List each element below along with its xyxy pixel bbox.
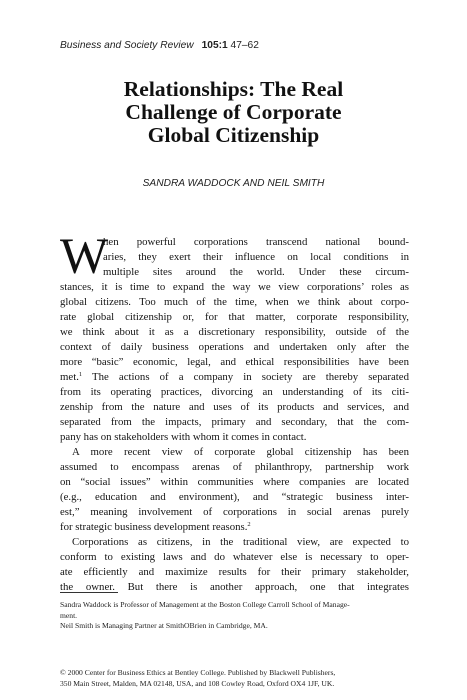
drop-cap: W bbox=[60, 229, 109, 285]
body-line: est,” meaning involvement of corporations in social arenas purely bbox=[60, 506, 409, 518]
body-line: Corporations as citizens, in the traditional view, are expected to bbox=[72, 536, 409, 548]
body-line: global citizens. Too much of the time, when we think about corpo- bbox=[60, 296, 409, 308]
body-line: rate global citizenship or, for that matter, corporate responsibility, bbox=[60, 311, 409, 323]
author-notes bbox=[60, 600, 415, 632]
running-header bbox=[60, 40, 420, 51]
body-line: assumed to encompass arenas of philanthropy, partnership work bbox=[60, 461, 409, 473]
body-line: the owner. But there is another approach, one that integrates bbox=[60, 581, 409, 593]
body-text: for strategic business development reasons. bbox=[60, 521, 248, 533]
body-text: The actions of a company in society are thereby separated bbox=[82, 371, 409, 383]
body-line: stances, it is time to expand the way we view corporations’ roles as bbox=[60, 281, 409, 293]
title-line: Challenge of Corporate bbox=[125, 100, 342, 124]
journal-name: Business and Society Review bbox=[60, 40, 194, 51]
footnote-marker[interactable]: 1 bbox=[78, 371, 83, 378]
body-line: more “basic” economic, legal, and ethical responsibilities have been bbox=[60, 356, 409, 368]
copyright-line: © 2000 Center for Business Ethics at Bentley College. Published by Blackwell Publishers, bbox=[60, 668, 336, 677]
footnote-marker[interactable]: 2 bbox=[247, 521, 251, 528]
body-line: on “social issues” within communities where companies are located bbox=[60, 476, 409, 488]
title-line: Relationships: The Real bbox=[123, 77, 344, 101]
author-note: Neil Smith is Managing Partner at SmithOBrien in Cambridge, MA. bbox=[60, 621, 268, 630]
body-line: we think about it as a discretionary responsibility, outside of the bbox=[60, 326, 409, 338]
body-line: multiple sites around the world. Under these circum- bbox=[103, 266, 409, 278]
copyright-line: 350 Main Street, Malden, MA 02148, USA, and 108 Cowley Road, Oxford OX4 1JF, UK. bbox=[60, 678, 335, 688]
volume-number: 105:1 bbox=[201, 40, 228, 51]
author-names: SANDRA WADDOCK AND NEIL SMITH bbox=[142, 178, 325, 189]
body-line: separated from the impacts, primary and secondary, that the com- bbox=[60, 416, 409, 428]
body-line: zenship from the nature and uses of its products and services, and bbox=[60, 401, 409, 413]
author-note: ment. bbox=[60, 610, 78, 620]
footnote-divider bbox=[60, 592, 118, 593]
body-line: hen powerful corporations transcend national bound- bbox=[103, 236, 409, 248]
article-body bbox=[60, 229, 409, 595]
author-note: Sandra Waddock is Professor of Management at the Boston College Carroll School of Manage- bbox=[60, 600, 350, 609]
body-line: conform to existing laws and do whatever else is necessary to oper- bbox=[60, 551, 409, 563]
body-line: ate efficiently and maximize results for their primary stakeholder, bbox=[60, 566, 409, 578]
body-line-with-footnote bbox=[60, 370, 409, 385]
article-title bbox=[40, 78, 427, 147]
body-line: (e.g., education and environment), and “strategic business inter- bbox=[60, 491, 409, 503]
body-line: A more recent view of corporate global citizenship has been bbox=[72, 446, 409, 458]
page-range: 47–62 bbox=[230, 40, 259, 51]
title-line: Global Citizenship bbox=[147, 123, 320, 147]
body-line: context of daily business operations and undertaken only after the bbox=[60, 341, 409, 353]
body-line-with-footnote bbox=[60, 520, 409, 535]
copyright-notice bbox=[60, 668, 415, 689]
body-line: aries, they exert their influence on local conditions in bbox=[103, 251, 409, 263]
body-text: met. bbox=[60, 371, 79, 383]
body-line: from its operating practices, divorcing an understanding of its citi- bbox=[60, 386, 409, 398]
body-line: pany has on stakeholders with whom it comes in contact. bbox=[60, 431, 307, 443]
